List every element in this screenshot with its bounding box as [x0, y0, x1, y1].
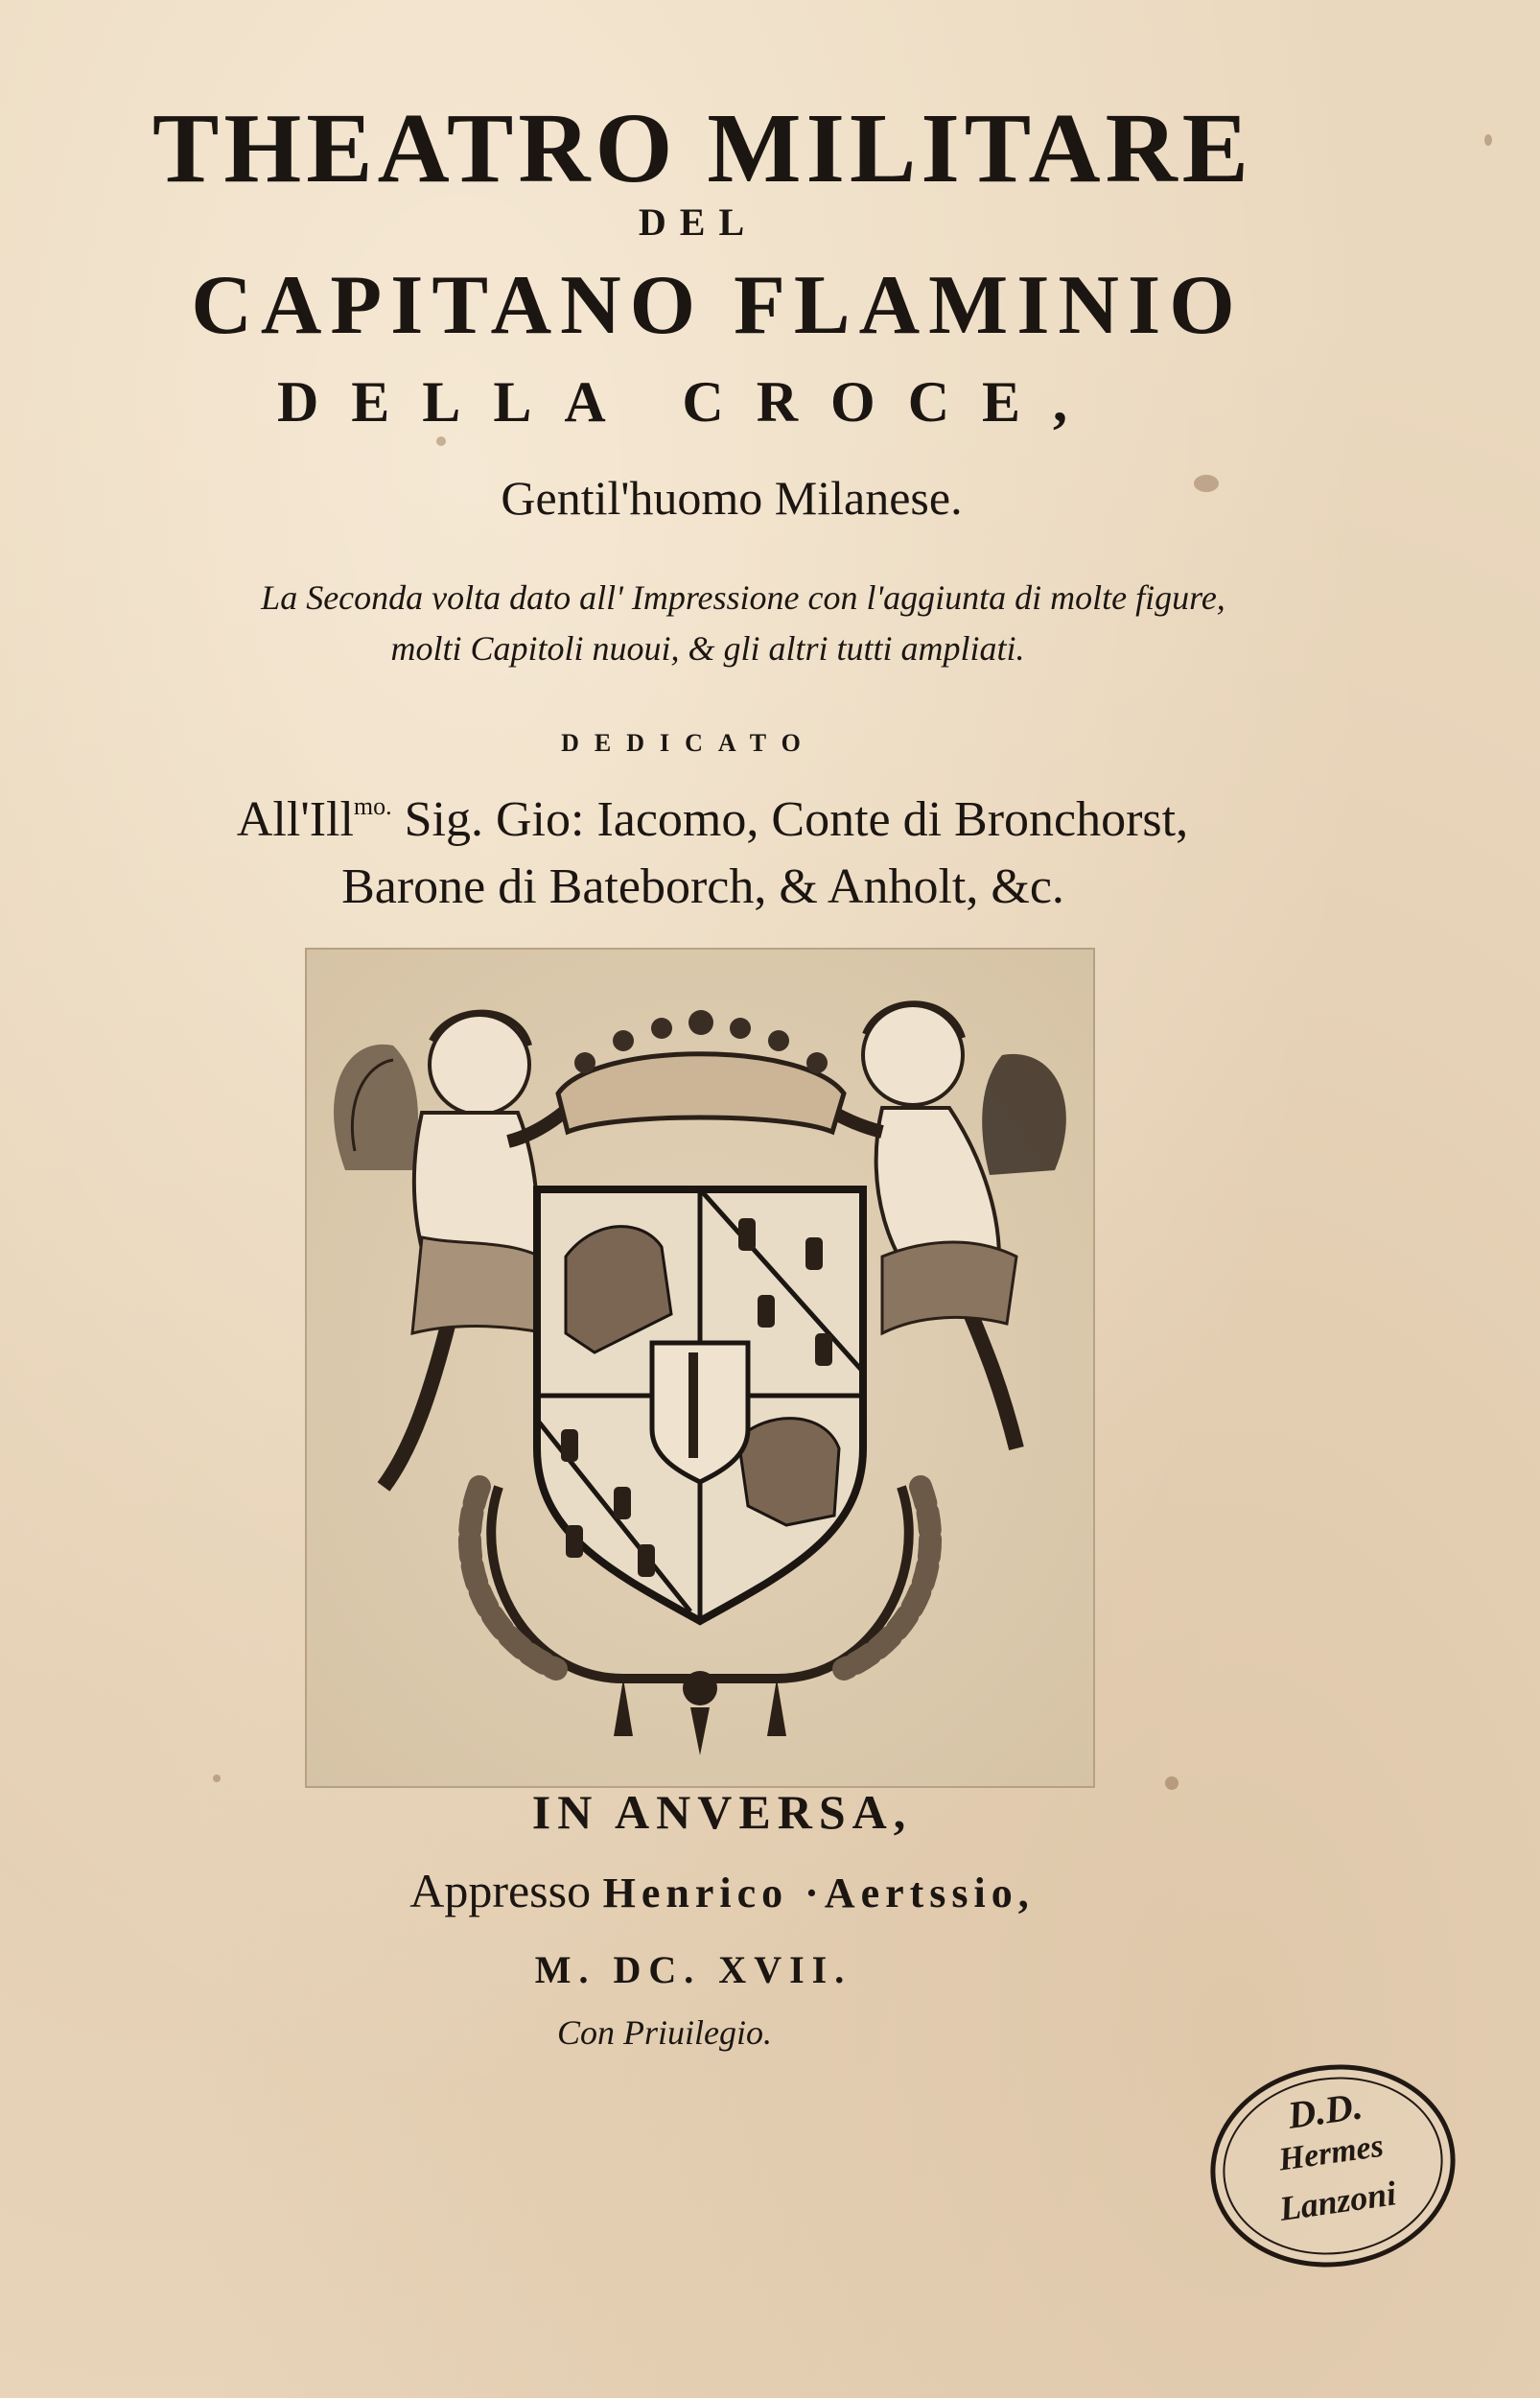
ownership-stamp	[1198, 2049, 1469, 2283]
imprint-city: IN ANVERSA,	[531, 1785, 913, 1839]
dedication-label: DEDICATO	[561, 729, 816, 757]
stamp-line-2: Hermes	[1276, 2128, 1386, 2178]
author-descriptor: Gentil'huomo Milanese.	[501, 471, 963, 525]
privilege-line: Con Priuilegio.	[557, 2013, 772, 2052]
stamp-line-1: D.D.	[1285, 2083, 1365, 2137]
edition-line-2: molti Capitoli nuoui, & gli altri tutti ampliati.	[390, 629, 1025, 668]
foxing-spot	[436, 436, 446, 446]
del-line: DEL	[638, 200, 758, 244]
foxing-spot	[1484, 134, 1492, 146]
printer-name: Henrico ·Aertssio,	[602, 1869, 1035, 1916]
imprint-year: M. DC. XVII.	[534, 1948, 852, 1991]
book-title: THEATRO MILITARE	[152, 93, 1254, 203]
foxing-spot	[1165, 1776, 1178, 1790]
coat-of-arms-engraving	[307, 950, 1093, 1786]
dedicatee-line-1	[0, 791, 1482, 848]
author-name: CAPITANO FLAMINIO	[191, 259, 1244, 352]
stamp-line-3: Lanzoni	[1276, 2174, 1399, 2228]
printer-prefix: Appresso	[409, 1864, 603, 1917]
edition-line-1: La Seconda volta dato all' Impressione con l'aggiunta di molte figure,	[261, 578, 1225, 617]
foxing-spot	[213, 1775, 221, 1782]
engraved-plate	[305, 948, 1095, 1788]
dedicatee-prefix: All'Ill	[236, 792, 354, 847]
dedicatee-line-2: Barone di Bateborch, & Anholt, &c.	[341, 859, 1064, 914]
dedicatee-rest: Sig. Gio: Iacomo, Conte di Bronchorst,	[391, 792, 1189, 847]
imprint-printer	[0, 1863, 1492, 1918]
author-family: DELLA CROCE,	[276, 370, 1101, 434]
foxing-spot	[1194, 475, 1219, 492]
dedicatee-superscript: mo.	[353, 792, 392, 820]
